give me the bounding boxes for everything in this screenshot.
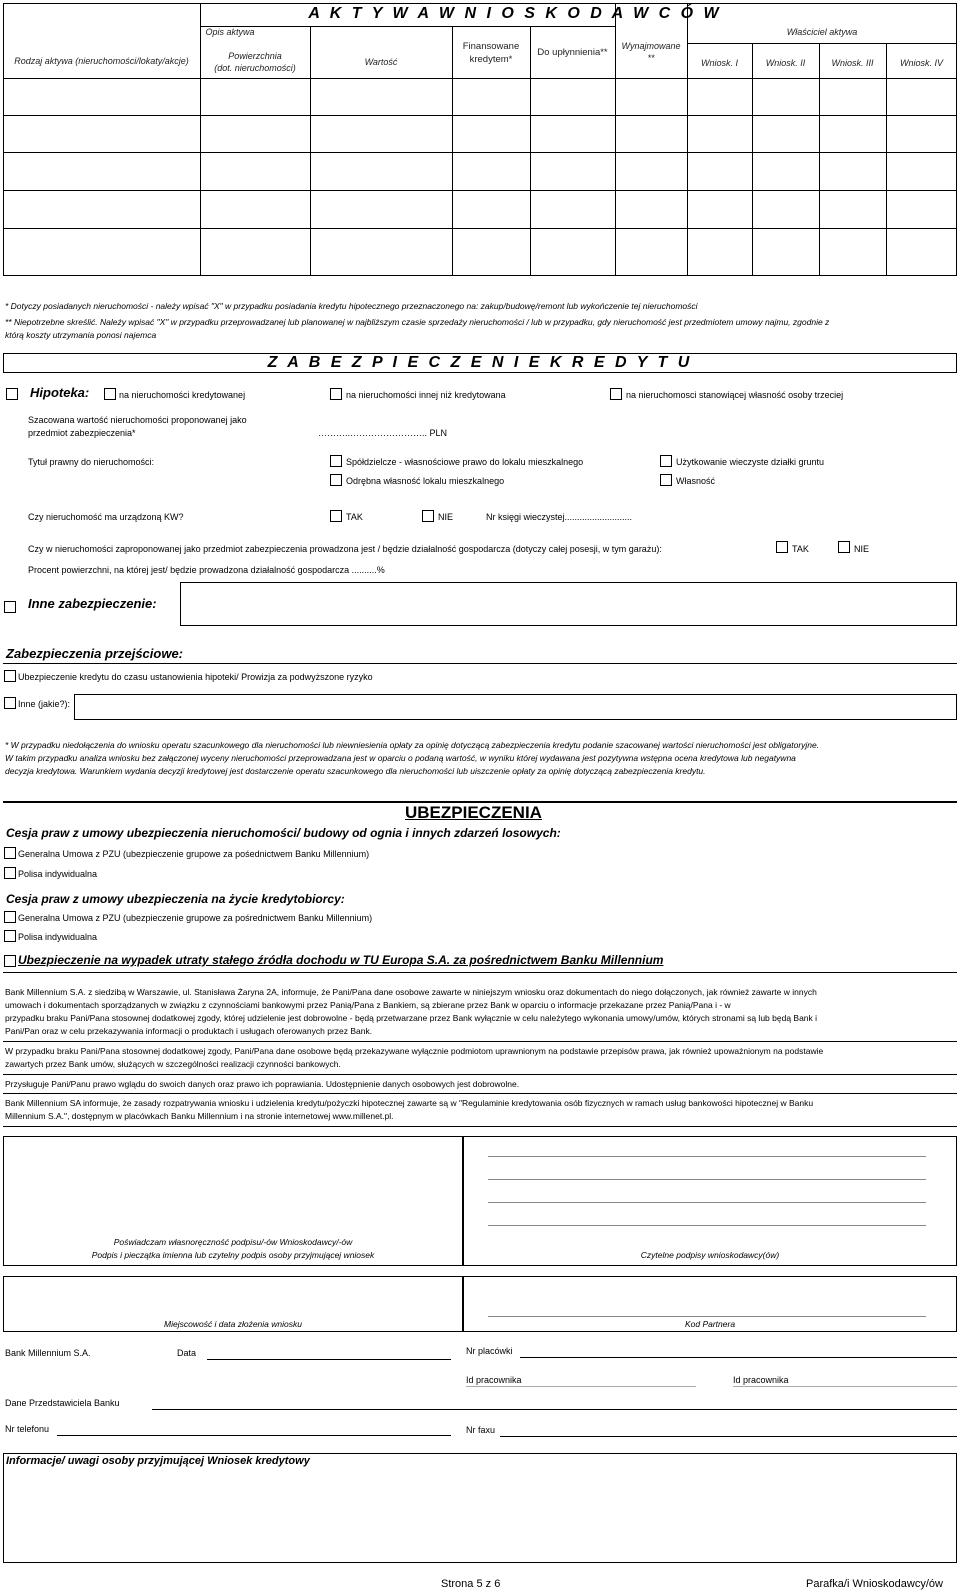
bank-signature-line2: Podpis i pieczątka imienna lub czytelny podpis osoby przyjmującej wniosek bbox=[91, 1250, 375, 1260]
rep-label: Dane Przedstawiciela Banku bbox=[5, 1398, 120, 1408]
business-no: NIE bbox=[854, 544, 870, 554]
col-type: Rodzaj aktywa (nieruchomości/lokaty/akcje) bbox=[14, 56, 189, 66]
employee-id-1-input[interactable] bbox=[466, 1386, 696, 1387]
privacy-p1a: Bank Millennium S.A. z siedzibą w Warszawie, ul. Stanisława Żaryna 2A, informuje, że Pani/Pana dane osobowe zawarte w niniejszym wniosku oraz dokumentach do niego dołączonych, jak również zawarte w innych bbox=[5, 987, 817, 997]
business-no-checkbox[interactable] bbox=[838, 541, 850, 553]
employee-id-2-input[interactable] bbox=[733, 1386, 957, 1387]
valuation-note-c: decyzja kredytowa. Warunkiem wydania decyzji kredytowej jest dostarczenie operatu szacunkowego dla nieruchomości lub uiszczenie opłaty za opinię dotyczącą zabezpieczenia kredytu. bbox=[5, 766, 706, 776]
group-opis: Opis aktywa bbox=[205, 27, 255, 37]
owner-3: Wniosk. III bbox=[831, 58, 874, 68]
mortgage-label: Hipoteka: bbox=[30, 385, 90, 400]
title-opt2: Użytkowanie wieczyste działki gruntu bbox=[676, 457, 825, 467]
title-opt2-checkbox[interactable] bbox=[660, 455, 672, 467]
privacy-p4a: Bank Millennium SA informuje, że zasady rozpatrywania wniosku i udzielenia kredytu/pożyczki hipotecznej zawarte są w "Regulaminie kredytowania osób fizycznych w ramach usług bankowości hipotecznej w Banku bbox=[5, 1098, 814, 1108]
insurance-title: UBEZPIECZENIA bbox=[405, 803, 542, 822]
title-opt3-checkbox[interactable] bbox=[330, 474, 342, 486]
notes-box[interactable] bbox=[3, 1453, 957, 1563]
footnote-2b: którą koszty utrzymania ponosi najemca bbox=[5, 330, 157, 340]
property-opt1-checkbox[interactable] bbox=[4, 847, 16, 859]
rep-input[interactable] bbox=[152, 1409, 957, 1410]
transitional-label: Zabezpieczenia przejściowe: bbox=[6, 646, 184, 661]
life-opt2-checkbox[interactable] bbox=[4, 930, 16, 942]
phone-input[interactable] bbox=[57, 1435, 451, 1436]
mortgage-checkbox[interactable] bbox=[6, 388, 18, 400]
transitional-opt2-checkbox[interactable] bbox=[4, 697, 16, 709]
privacy-p1c: przypadku braku Pani/Pana stosownej dodatkowej zgody, której udzielenie jest dobrowolne - będą przetwarzane przez Bank wyłącznie w celu należytego wykonania umowy/umów, których stronami są lub będą Bank i bbox=[5, 1013, 818, 1023]
kw-yes: TAK bbox=[346, 512, 363, 522]
owner-4: Wniosk. IV bbox=[899, 58, 943, 68]
fax-input[interactable] bbox=[500, 1436, 957, 1437]
est-value-label-2: przedmiot zabezpieczenia* bbox=[28, 428, 136, 438]
privacy-p3: Przysługuje Pani/Panu prawo wglądu do swoich danych oraz prawo ich poprawiania. Udostępnienie danych osobowych jest dobrowolne. bbox=[5, 1079, 520, 1089]
kw-no-checkbox[interactable] bbox=[422, 510, 434, 522]
income-insurance-checkbox[interactable] bbox=[4, 955, 16, 967]
life-opt1-checkbox[interactable] bbox=[4, 911, 16, 923]
title-opt1: Spółdzielcze - własnościowe prawo do lokalu mieszkalnego bbox=[346, 457, 584, 467]
mortgage-opt2: na nieruchomości innej niż kredytowana bbox=[346, 390, 506, 400]
title-opt3: Odrębna własność lokalu mieszkalnego bbox=[346, 476, 505, 486]
est-value-label-1: Szacowana wartość nieruchomości proponowanej jako bbox=[28, 415, 247, 425]
privacy-p2b: zawartych przez Bank umów, służących w szczególności realizacji czynności bankowych. bbox=[5, 1059, 341, 1069]
kw-no: NIE bbox=[438, 512, 454, 522]
valuation-note-b: W takim przypadku analiza wniosku bez załączonej wyceny nieruchomości przeprowadzana jest w oparciu o podaną wartość, w wyniku której wydawana jest pozytywna wstępna ocena kredytowa lub negatywna bbox=[5, 753, 796, 763]
transitional-opt1-checkbox[interactable] bbox=[4, 670, 16, 682]
property-opt1: Generalna Umowa z PZU (ubezpieczenie grupowe za pośednictwem Banku Millennium) bbox=[18, 849, 370, 859]
business-yes: TAK bbox=[792, 544, 809, 554]
col-financed-2: kredytem* bbox=[469, 54, 513, 65]
life-opt1: Generalna Umowa z PZU (ubezpieczenie grupowe za pośrednictwem Banku Millennium) bbox=[18, 913, 373, 923]
owner-1: Wniosk. I bbox=[700, 58, 738, 68]
date-label: Data bbox=[177, 1348, 197, 1358]
footnote-1: * Dotyczy posiadanych nieruchomości - należy wpisać "X" w przypadku posiadania kredytu hipotecznego przeznaczonego na: zakup/budowę/remont lub wykończenie tej nieruchomości bbox=[5, 301, 698, 311]
col-financed-1: Finansowane bbox=[462, 41, 520, 52]
fax-label: Nr faxu bbox=[466, 1425, 496, 1435]
legal-title-label: Tytuł prawny do nieruchomości: bbox=[28, 457, 155, 467]
life-opt2: Polisa indywidualna bbox=[18, 932, 98, 942]
kw-yes-checkbox[interactable] bbox=[330, 510, 342, 522]
transitional-other-input[interactable] bbox=[74, 694, 957, 720]
phone-label: Nr telefonu bbox=[5, 1424, 50, 1434]
other-collateral-input[interactable] bbox=[180, 582, 957, 626]
footnote-2a: ** Niepotrzebne skreślić. Należy wpisać "X" w przypadku przeprowadzanej lub planowanej w najbliższym czasie sprzedaży nieruchomości / lub w przypadku, gdy nieruchomość jest przedmiotem umowy najmu, zgodnie z bbox=[5, 317, 830, 327]
col-area-2: (dot. nieruchomości) bbox=[214, 63, 296, 73]
transitional-opt2: Inne (jakie?): bbox=[18, 699, 71, 709]
client-signature-label: Czytelne podpisy wnioskodawcy(ów) bbox=[640, 1250, 780, 1260]
title-opt4: Własność bbox=[676, 476, 716, 486]
property-opt2-checkbox[interactable] bbox=[4, 867, 16, 879]
income-insurance-title: Ubezpieczenie na wypadek utraty stałego źródła dochodu w TU Europa S.A. za pośrednictwem Banku Millennium bbox=[18, 953, 664, 967]
other-collateral-label: Inne zabezpieczenie: bbox=[28, 596, 157, 611]
privacy-p2a: W przypadku braku Pani/Pana stosownej dodatkowej zgody, Pani/Pana dane osobowe będą przekazywane wyłącznie podmiotom uprawnionym na podstawie przepisów prawa, jak również upoważnionym na podstawie bbox=[5, 1046, 824, 1056]
partner-code-label: Kod Partnera bbox=[684, 1319, 736, 1329]
life-insurance-title: Cesja praw z umowy ubezpieczenia na życie kredytobiorcy: bbox=[6, 892, 345, 906]
mortgage-opt1-checkbox[interactable] bbox=[104, 388, 116, 400]
col-rented-2: ** bbox=[647, 53, 655, 63]
branch-label: Nr placówki bbox=[466, 1346, 513, 1356]
mortgage-opt1: na nieruchomości kredytowanej bbox=[119, 390, 246, 400]
privacy-p1b: umowach i dokumentach sporządzanych w związku z czynnościami bankowymi przez Panią/Pana z Bankiem, są zbierane przez Bank w oparciu o informacje przekazane przez Panią/Pana i - w bbox=[5, 1000, 731, 1010]
col-sale: Do upłynnienia** bbox=[537, 47, 608, 58]
mortgage-opt3-checkbox[interactable] bbox=[610, 388, 622, 400]
col-rented-1: Wynajmowane bbox=[621, 41, 681, 51]
property-opt2: Polisa indywidualna bbox=[18, 869, 98, 879]
employee-id-1: Id pracownika bbox=[466, 1375, 522, 1385]
privacy-p4b: Millennium S.A.", dostępnym w placówkach Banku Millennium i na stronie internetowej www.millenet.pl. bbox=[5, 1111, 394, 1121]
page-number: Strona 5 z 6 bbox=[441, 1578, 501, 1590]
business-yes-checkbox[interactable] bbox=[776, 541, 788, 553]
collateral-title: Z A B E Z P I E C Z E N I E K R E D Y T U bbox=[267, 354, 693, 371]
title-opt1-checkbox[interactable] bbox=[330, 455, 342, 467]
place-date-label: Miejscowość i data złożenia wniosku bbox=[164, 1319, 302, 1329]
owner-2: Wniosk. II bbox=[765, 58, 806, 68]
notes-label: Informacje/ uwagi osoby przyjmującej Wniosek kredytowy bbox=[6, 1455, 310, 1467]
privacy-p1d: Pani/Pan oraz w celu przekazywania informacji o produktach i usługach oferowanych przez Bank. bbox=[5, 1026, 373, 1036]
property-insurance-title: Cesja praw z umowy ubezpieczenia nieruchomości/ budowy od ognia i innych zdarzeń losowych: bbox=[6, 826, 561, 840]
business-question: Czy w nieruchomości zaproponowanej jako przedmiot zabezpieczenia prowadzona jest / będzie działalność gospodarcza (dotyczy całej posesji, w tym garażu): bbox=[28, 544, 662, 554]
transitional-opt1: Ubezpieczenie kredytu do czasu ustanowienia hipoteki/ Prowizja za podwyższone ryzyko bbox=[18, 672, 373, 682]
title-opt4-checkbox[interactable] bbox=[660, 474, 672, 486]
bank-name: Bank Millennium S.A. bbox=[5, 1348, 91, 1358]
valuation-note-a: * W przypadku niedołączenia do wniosku operatu szacunkowego dla nieruchomości lub niewniesienia opłaty za opinię dotyczącą zabezpieczenia kredytu podanie szacowanej wartości nieruchomości jest obligatoryjne. bbox=[5, 740, 820, 750]
group-owner: Właściciel aktywa bbox=[786, 27, 858, 37]
mortgage-opt3: na nieruchomosci stanowiącej własność osoby trzeciej bbox=[626, 390, 844, 400]
est-value-field[interactable]: ………..…………………….. PLN bbox=[318, 428, 448, 438]
col-area-1: Powierzchnia bbox=[228, 51, 282, 61]
assets-title: A K T Y W A W N I O S K O D A W C Ó W bbox=[308, 5, 722, 22]
other-collateral-checkbox[interactable] bbox=[4, 601, 16, 613]
bank-signature-line1: Poświadczam własnoręczność podpisu/-ów Wnioskodawcy/-ów bbox=[113, 1237, 353, 1247]
employee-id-2: Id pracownika bbox=[733, 1375, 789, 1385]
initials-label: Parafka/i Wnioskodawcy/ów bbox=[806, 1578, 943, 1590]
branch-input[interactable] bbox=[520, 1357, 957, 1358]
kw-question: Czy nieruchomość ma urządzoną KW? bbox=[28, 512, 184, 522]
mortgage-opt2-checkbox[interactable] bbox=[330, 388, 342, 400]
kw-number[interactable]: Nr księgi wieczystej........................... bbox=[486, 512, 633, 522]
date-input[interactable] bbox=[207, 1359, 451, 1360]
col-value: Wartość bbox=[364, 57, 398, 67]
business-percent: Procent powierzchni, na której jest/ będzie prowadzona działalność gospodarcza ..........% bbox=[28, 565, 385, 575]
